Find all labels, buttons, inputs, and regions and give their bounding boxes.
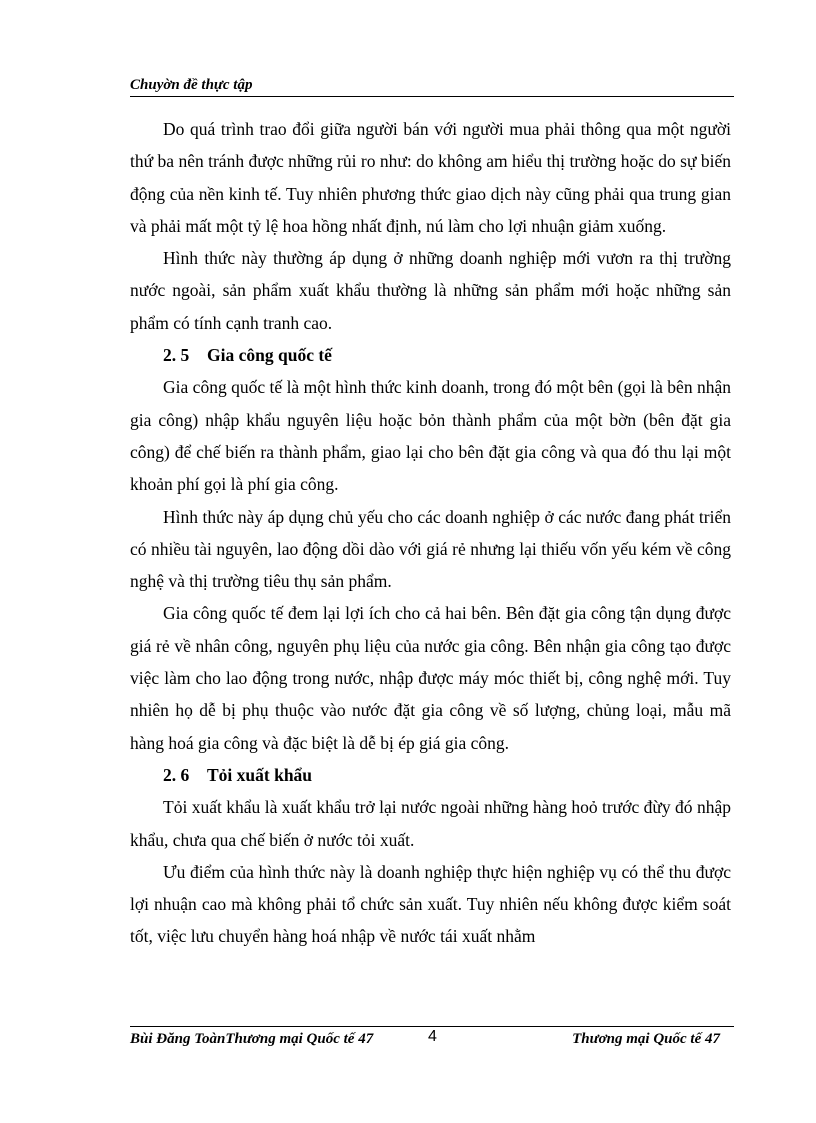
paragraph-intermediary-benefits: Do quá trình trao đổi giữa người bán với người mua phải thông qua một người thứ ba nên tránh được những rủi ro như: do không am hiểu thị trường hoặc do sự biến động của nền kinh tế. Tuy nhiên phương thức giao dịch này cũng phải qua trung gian và phải mất một tỷ lệ hoa hồng nhất định, nú làm cho lợi nhuận giảm xuống. xyxy=(130,119,731,236)
footer-author: Bùi Đăng ToànThương mại Quốc tế 47 xyxy=(130,1031,374,1047)
paragraph-reexport-advantages: Ưu điểm của hình thức này là doanh nghiệp thực hiện nghiệp vụ có thể thu được lợi nhuận cao mà không phải tổ chức sản xuất. Tuy nhiên nếu không được kiểm soát tốt, việc lưu chuyển hàng hoá nhập về nước tái xuất nhằm xyxy=(130,861,731,947)
paragraph-processing-usage: Hình thức này áp dụng chủ yếu cho các doanh nghiệp ở các nước đang phát triển có nhiều tài nguyên, lao động dồi dào với giá rẻ nhưng lại thiếu vốn yếu kém về công nghệ và thị trường tiêu thụ sản phẩm. xyxy=(130,506,731,592)
paragraph-new-enterprises: Hình thức này thường áp dụng ở những doanh nghiệp mới vươn ra thị trường nước ngoài, sản phẩm xuất khẩu thường là những sản phẩm mới hoặc những sản phẩm có tính cạnh tranh cao. xyxy=(130,248,731,333)
page-number: 4 xyxy=(428,1028,437,1045)
paragraph-processing-definition: Gia công quốc tế là một hình thức kinh doanh, trong đó một bên (gọi là bên nhận gia công) nhập khẩu nguyên liệu hoặc bỏn thành phẩm của một bờn (bên đặt gia công) để chế biến ra thành phẩm, giao lại cho bên đặt gia công và qua đó thu lại một khoản phí gọi là phí gia công. xyxy=(130,377,731,495)
section-heading-2-6 xyxy=(130,759,731,791)
section-number: 2. 5 xyxy=(163,345,190,366)
paragraph-processing-benefits: Gia công quốc tế đem lại lợi ích cho cả hai bên. Bên đặt gia công tận dụng được giá rẻ về nhân công, nguyên phụ liệu của nước gia công. Bên nhận gia công tạo được việc làm cho lao động trong nước, nhập được máy móc thiết bị, công nghệ mới. Tuy nhiên họ dễ bị phụ thuộc vào nước đặt gia công về số lượng, chủng loại, mẫu mã hàng hoá gia công và đặc biệt là dễ bị ép giá gia công. xyxy=(130,603,731,753)
page-footer xyxy=(130,1026,734,1051)
page-header xyxy=(130,76,734,97)
section-title: Tỏi xuất khẩu xyxy=(207,764,313,785)
section-title: Gia công quốc tế xyxy=(207,345,332,366)
footer-course: Thương mại Quốc tế 47 xyxy=(572,1031,720,1047)
section-heading-2-5 xyxy=(130,339,731,371)
paragraph-reexport-definition: Tỏi xuất khẩu là xuất khẩu trở lại nước ngoài những hàng hoỏ trước đừy đó nhập khẩu, chưa qua chế biến ở nước tỏi xuất. xyxy=(130,797,731,850)
document-body xyxy=(130,113,731,953)
section-number: 2. 6 xyxy=(163,764,190,785)
header-title: Chuyờn đề thực tập xyxy=(130,77,253,93)
